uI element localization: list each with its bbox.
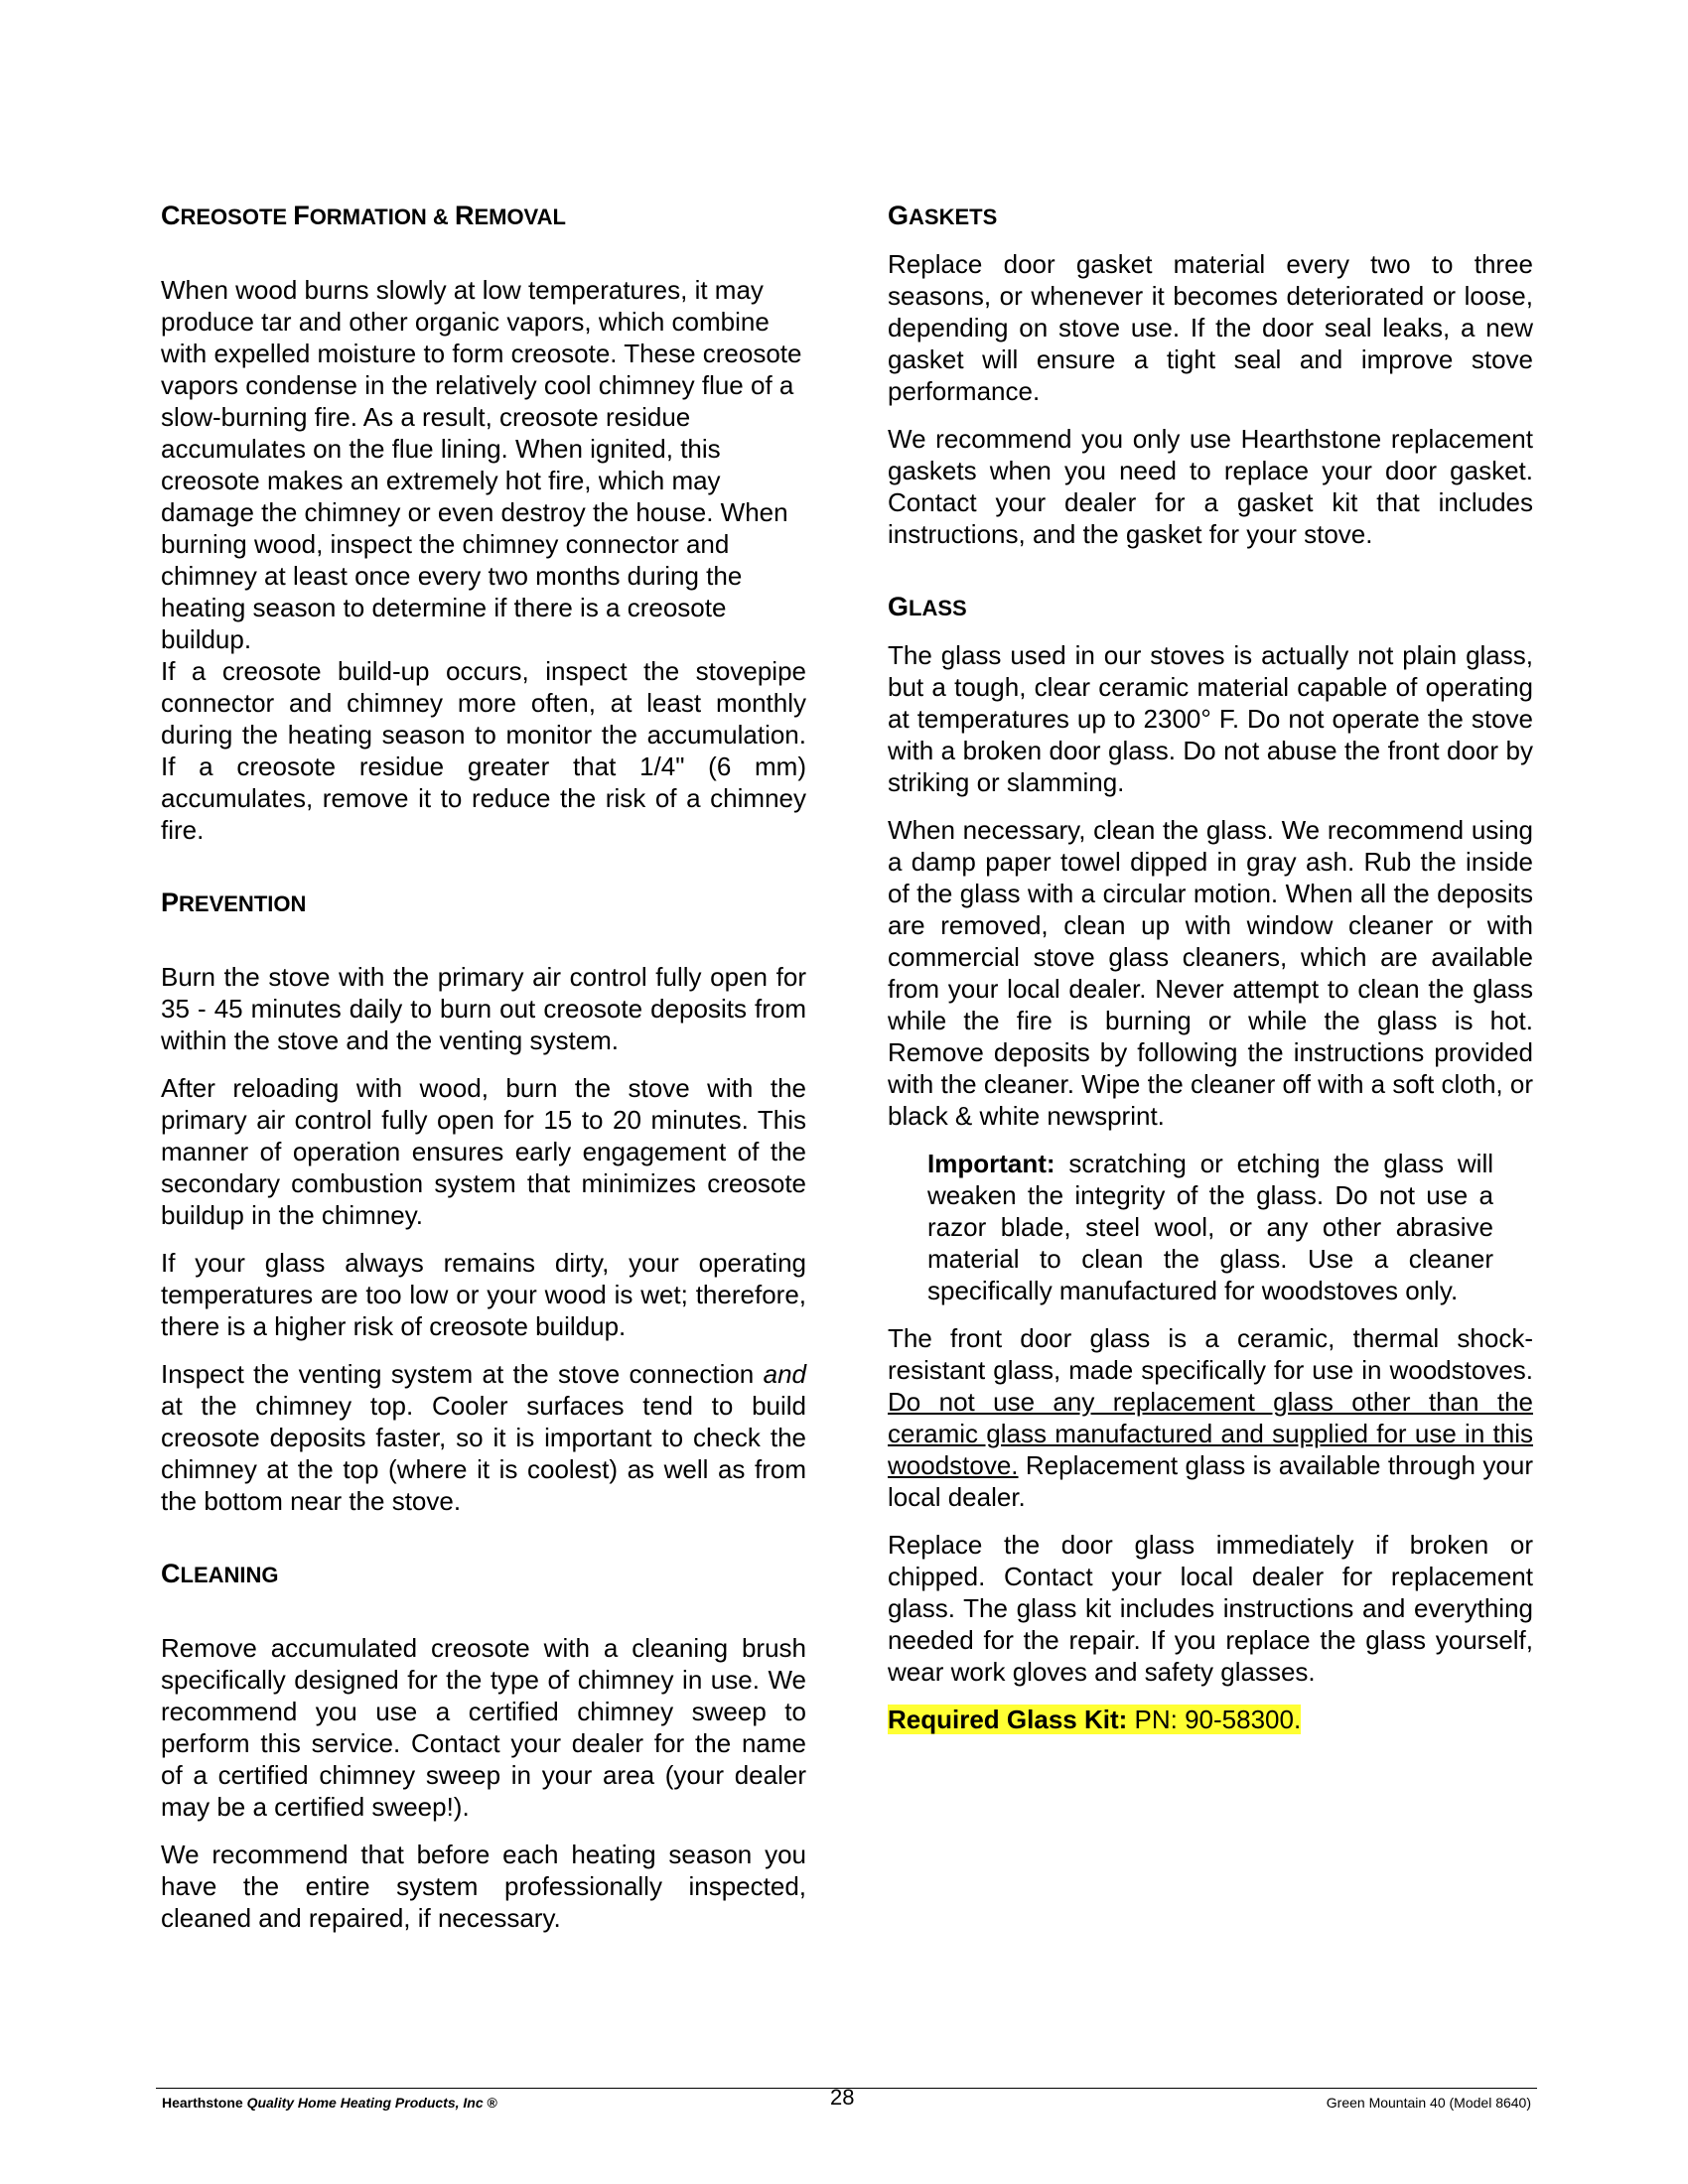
glass-paragraph-3: The front door glass is a ceramic, thermal shock-resistant glass, made specifically for use in woodstoves. Do not use any replacement glass other than the ceramic glass manufactured and supplied for use in this woodstove. Replacement glass is available through your local dealer. [888,1323,1533,1512]
left-column [161,199,806,1950]
glass-paragraph-2: When necessary, clean the glass. We recommend using a damp paper towel dipped in gray ash. Rub the inside of the glass with a circular motion. When all the deposits are removed, clean up with window cleaner or with commercial stove glass cleaners, which are available from your local dealer. Never attempt to clean the glass while the fire is burning or while the glass is hot. Remove deposits by following the instructions provided with the cleaner. Wipe the cleaner off with a soft cloth, or black & white newsprint. [888,815,1533,1131]
footer-model: Green Mountain 40 (Model 8640) [1326,2095,1531,2111]
prevention-paragraph-2: After reloading with wood, burn the stove with the primary air control fully open for 15 to 20 minutes. This manner of operation ensures early engagement of the secondary combustion system that minimizes creosote buildup in the chimney. [161,1073,806,1230]
prevention-paragraph-4: Inspect the venting system at the stove connection and at the chimney top. Cooler surfaces tend to build creosote deposits faster, so it is important to check the chimney at the top (where it is coolest) as well as from the bottom near the stove. [161,1359,806,1516]
replacement-warning: Do not use any replacement glass other than the ceramic glass manufactured and supplied for use in this woodstove. [888,1387,1533,1480]
glass-paragraph-4: Replace the door glass immediately if broken or chipped. Contact your local dealer for replacement glass. The glass kit includes instructions and everything needed for the repair. If you replace the glass yourself, wear work gloves and safety glasses. [888,1530,1533,1687]
footer-company: Hearthstone Quality Home Heating Products, Inc ® [162,2095,497,2111]
important-label: Important: [927,1149,1055,1178]
prevention-heading: PREVENTION [161,887,307,917]
required-glass-kit: Required Glass Kit: PN: 90-58300. [888,1705,1302,1734]
gaskets-paragraph-1: Replace door gasket material every two to three seasons, or whenever it becomes deteriorated or loose, depending on stove use. If the door seal leaks, a new gasket will ensure a tight seal and improve stove performance. [888,249,1533,406]
gaskets-paragraph-2: We recommend you only use Hearthstone replacement gaskets when you need to replace your door gasket. Contact your dealer for a gasket kit that includes instructions, and the gasket for your stove. [888,424,1533,549]
creosote-paragraph-1: When wood burns slowly at low temperatures, it may produce tar and other organic vapors, which combine with expelled moisture to form creosote. These creosote vapors condense in the relatively cool chimney flue of a slow-burning fire. As a result, creosote residue accumulates on the flue lining. When ignited, this creosote makes an extremely hot fire, which may damage the chimney or even destroy the house. When burning wood, inspect the chimney connector and chimney at least once every two months during the heating season to determine if there is a creosote buildup. [161,275,802,654]
cleaning-paragraph-2: We recommend that before each heating season you have the entire system professionally inspected, cleaned and repaired, if necessary. [161,1840,806,1933]
gaskets-heading: GASKETS [888,201,998,230]
creosote-paragraph-2: If a creosote build-up occurs, inspect the stovepipe connector and chimney more often, at least monthly during the heating season to monitor the accumulation. If a creosote residue greater that 1/4" (6 mm) accumulates, remove it to reduce the risk of a chimney fire. [161,656,806,845]
cleaning-heading: CLEANING [161,1559,279,1588]
prevention-paragraph-3: If your glass always remains dirty, your operating temperatures are too low or your wood is wet; therefore, there is a higher risk of creosote buildup. [161,1248,806,1341]
cleaning-paragraph-1: Remove accumulated creosote with a cleaning brush specifically designed for the type of chimney in use. We recommend you use a certified chimney sweep to perform this service. Contact your dealer for the name of a certified chimney sweep in your area (your dealer may be a certified sweep!). [161,1633,806,1822]
important-note: Important: scratching or etching the glass will weaken the integrity of the glass. Do not use a razor blade, steel wool, or any other abrasive material to clean the glass. Use a cleaner specifically manufactured for woodstoves only. [927,1149,1493,1305]
page-number: 28 [830,2085,855,2110]
creosote-heading: CREOSOTE FORMATION & REMOVAL [161,201,566,230]
glass-heading: GLASS [888,592,967,621]
prevention-paragraph-1: Burn the stove with the primary air control fully open for 35 - 45 minutes daily to burn out creosote deposits from within the stove and the venting system. [161,962,806,1055]
right-column [888,199,1533,1751]
glass-paragraph-1: The glass used in our stoves is actually not plain glass, but a tough, clear ceramic material capable of operating at temperatures up to 2300° F. Do not operate the stove with a broken door glass. Do not abuse the front door by striking or slamming. [888,640,1533,797]
